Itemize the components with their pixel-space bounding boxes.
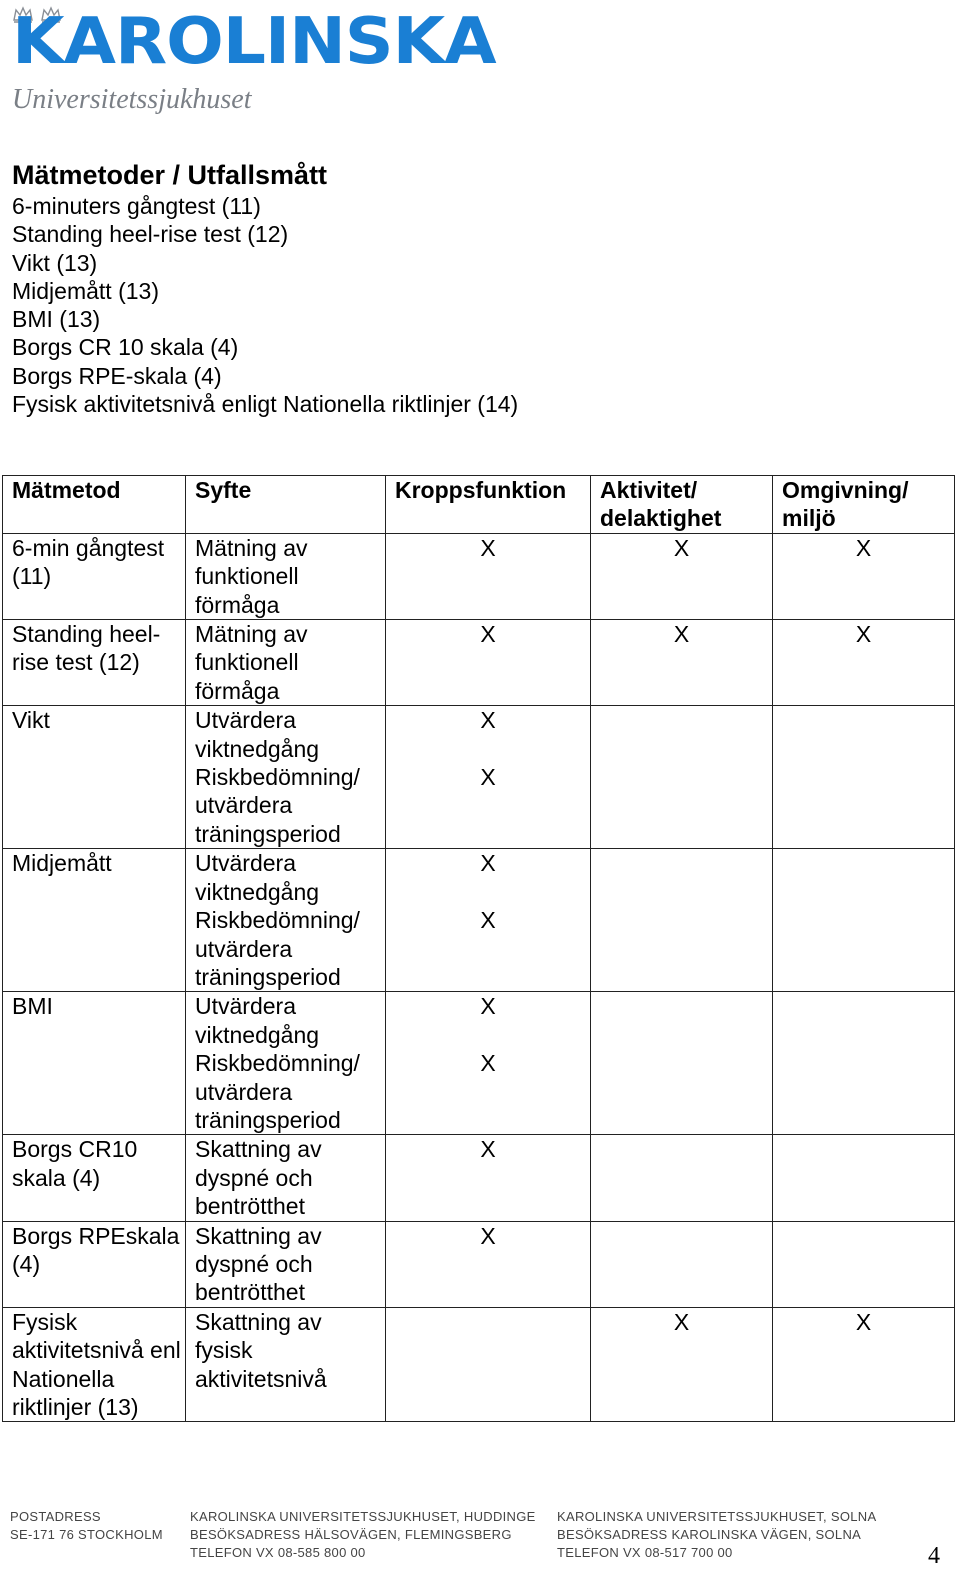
purpose-line: Utvärdera viktnedgång — [195, 707, 320, 762]
cell-body-function: X — [386, 533, 591, 619]
footer-line: BESÖKSADRESS KAROLINSKA VÄGEN, SOLNA — [557, 1527, 862, 1542]
cell-body-function — [386, 1307, 591, 1422]
purpose-line: Riskbedömning/ utvärdera träningsperiod — [195, 907, 360, 990]
cell-method: Borgs CR10 skala (4) — [3, 1135, 186, 1221]
measurement-table — [2, 475, 955, 1422]
mark: X — [480, 764, 496, 791]
cell-method: Midjemått — [3, 849, 186, 992]
logo-subtitle: Universitetssjukhuset — [12, 84, 252, 115]
cell-activity — [591, 706, 773, 849]
cell-environment: X — [773, 620, 955, 706]
list-item: Standing heel-rise test (12) — [12, 221, 289, 248]
table-row — [3, 849, 955, 992]
mark: X — [480, 993, 496, 1020]
purpose-line: Utvärdera viktnedgång — [195, 850, 320, 905]
table-row — [3, 1307, 955, 1422]
cell-method: BMI — [3, 992, 186, 1135]
header-purpose: Syfte — [186, 476, 386, 534]
header-environment: Omgivning/ miljö — [773, 476, 955, 534]
footer-line: BESÖKSADRESS HÄLSOVÄGEN, FLEMINGSBERG — [190, 1527, 512, 1542]
karolinska-logo — [12, 4, 512, 122]
footer-line: KAROLINSKA UNIVERSITETSSJUKHUSET, SOLNA — [557, 1509, 877, 1524]
page-number: 4 — [928, 1543, 940, 1569]
footer-huddinge — [190, 1508, 536, 1562]
cell-purpose — [186, 706, 386, 849]
mark: X — [480, 907, 496, 934]
cell-activity — [591, 1221, 773, 1307]
header-activity: Aktivitet/ delaktighet — [591, 476, 773, 534]
cell-purpose: Mätning av funktionell förmåga — [186, 620, 386, 706]
cell-body-function: X — [386, 1135, 591, 1221]
cell-environment — [773, 1135, 955, 1221]
mark: X — [480, 850, 496, 877]
cell-environment — [773, 706, 955, 849]
cell-method: Standing heel-rise test (12) — [3, 620, 186, 706]
footer-line: SE-171 76 STOCKHOLM — [10, 1527, 163, 1542]
cell-body-function — [386, 849, 591, 992]
mark: X — [480, 1050, 496, 1077]
cell-activity — [591, 1135, 773, 1221]
purpose-line: Riskbedömning/ utvärdera träningsperiod — [195, 1050, 360, 1133]
cell-purpose: Skattning av dyspné och bentrötthet — [186, 1221, 386, 1307]
cell-environment — [773, 849, 955, 992]
logo-wordmark: KAROLINSKA — [12, 5, 496, 79]
cell-purpose: Mätning av funktionell förmåga — [186, 533, 386, 619]
header-body-function: Kroppsfunktion — [386, 476, 591, 534]
footer-postal — [10, 1508, 163, 1544]
table-row — [3, 1221, 955, 1307]
cell-activity: X — [591, 620, 773, 706]
cell-purpose — [186, 992, 386, 1135]
table-header-row — [3, 476, 955, 534]
cell-environment — [773, 1221, 955, 1307]
list-item: Borgs CR 10 skala (4) — [12, 334, 239, 361]
cell-purpose — [186, 849, 386, 992]
list-item: 6-minuters gångtest (11) — [12, 193, 261, 219]
cell-environment: X — [773, 533, 955, 619]
footer-line: TELEFON VX 08-517 700 00 — [557, 1545, 733, 1560]
cell-purpose: Skattning av dyspné och bentrötthet — [186, 1135, 386, 1221]
table-row — [3, 1135, 955, 1221]
list-item: Fysisk aktivitetsnivå enligt Nationella riktlinjer (14) — [12, 391, 519, 418]
list-item: Borgs RPE-skala (4) — [12, 362, 222, 389]
purpose-line: Riskbedömning/ utvärdera träningsperiod — [195, 764, 360, 847]
footer-line: TELEFON VX 08-585 800 00 — [190, 1545, 366, 1560]
purpose-line: Utvärdera viktnedgång — [195, 993, 320, 1048]
table-row — [3, 706, 955, 849]
footer-solna — [557, 1508, 876, 1562]
cell-activity: X — [591, 533, 773, 619]
cell-method: Borgs RPEskala (4) — [3, 1221, 186, 1307]
cell-environment — [773, 992, 955, 1135]
cell-activity — [591, 849, 773, 992]
cell-activity — [591, 992, 773, 1135]
cell-method: Fysisk aktivitetsnivå enl Nationella riktlinjer (13) — [3, 1307, 186, 1422]
cell-method: 6-min gångtest (11) — [3, 533, 186, 619]
cell-purpose: Skattning av fysisk aktivitetsnivå — [186, 1307, 386, 1422]
cell-body-function — [386, 992, 591, 1135]
section-heading: Mätmetoder / Utfallsmått — [12, 160, 328, 190]
table-row — [3, 992, 955, 1135]
cell-body-function: X — [386, 620, 591, 706]
footer-line: KAROLINSKA UNIVERSITETSSJUKHUSET, HUDDINGE — [190, 1509, 536, 1524]
list-item: Vikt (13) — [12, 249, 98, 276]
method-list — [12, 192, 518, 418]
cell-body-function — [386, 706, 591, 849]
footer-line: POSTADRESS — [10, 1509, 101, 1524]
table-row — [3, 533, 955, 619]
mark: X — [480, 707, 496, 734]
cell-method: Vikt — [3, 706, 186, 849]
cell-activity: X — [591, 1307, 773, 1422]
cell-environment: X — [773, 1307, 955, 1422]
cell-body-function: X — [386, 1221, 591, 1307]
list-item: BMI (13) — [12, 306, 101, 333]
header-method: Mätmetod — [3, 476, 186, 534]
table-row — [3, 620, 955, 706]
list-item: Midjemått (13) — [12, 277, 159, 304]
